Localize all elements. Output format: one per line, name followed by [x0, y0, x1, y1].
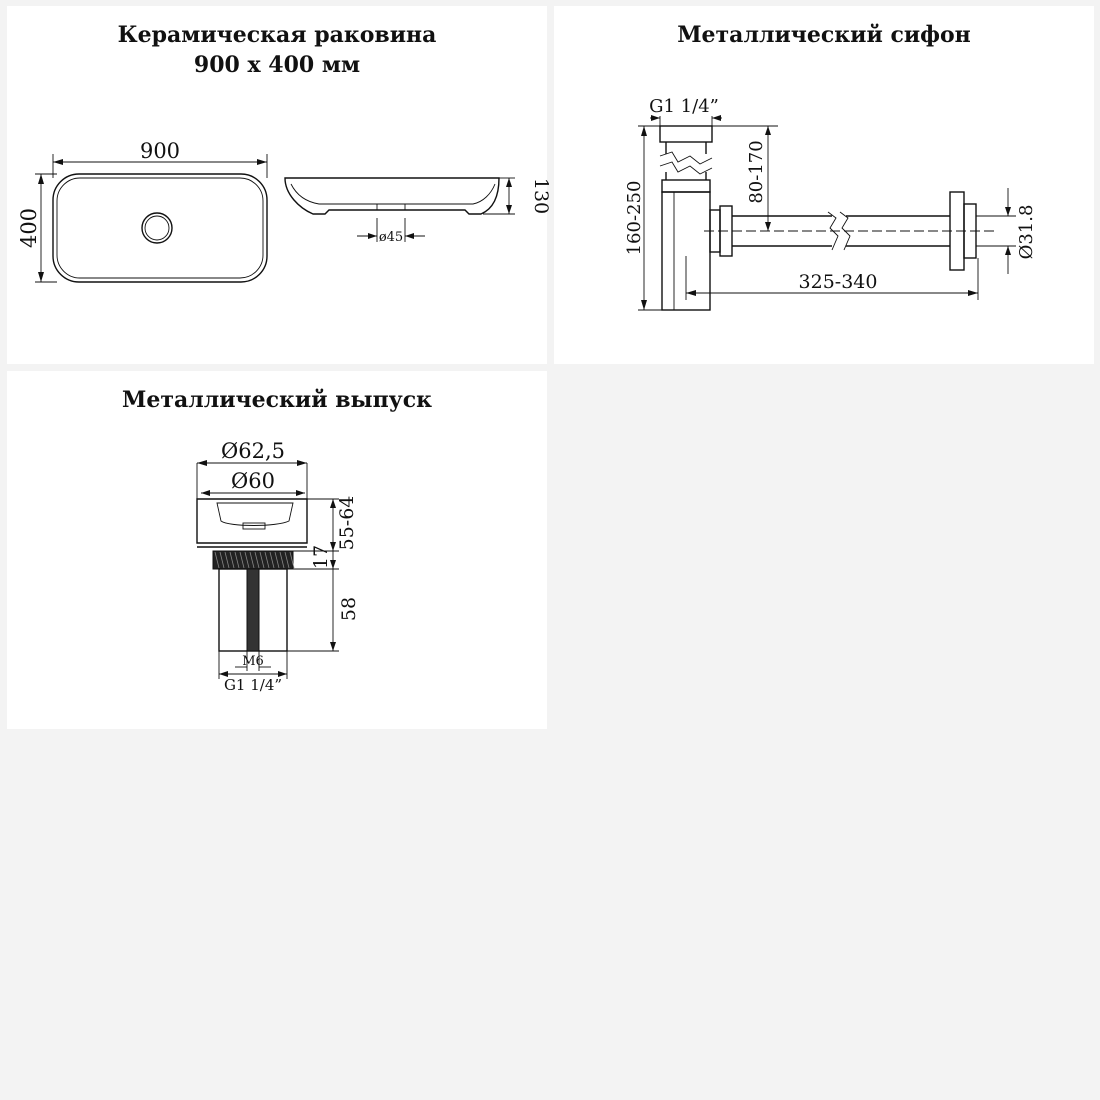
drain-cap — [197, 499, 307, 543]
siphon-thread-label: G1 1/4” — [649, 96, 719, 117]
drain-title: Металлический выпуск — [121, 387, 433, 413]
sink-title: Керамическая раковина — [117, 22, 437, 48]
siphon-top-dim-label: 80-170 — [746, 140, 767, 204]
siphon-title: Металлический сифон — [677, 22, 971, 48]
drain-thread — [213, 551, 294, 569]
drain-body-height-label: 58 — [338, 596, 360, 622]
drain-height-range-label: 55-64 — [336, 495, 358, 551]
drain-outer-diameter-label: Ø62,5 — [221, 439, 285, 463]
height-dim-label: 130 — [530, 177, 552, 215]
siphon-panel — [554, 6, 1094, 364]
siphon-diameter-label: Ø31.8 — [1016, 204, 1037, 260]
sink-drawing — [7, 6, 552, 364]
sink-side-outline — [285, 178, 499, 214]
drain-bolt — [247, 569, 259, 651]
sink-top-inner-rim — [57, 178, 263, 278]
sink-subtitle: 900 x 400 мм — [193, 52, 361, 78]
drain-thread-height-label: 17 — [310, 544, 332, 570]
drain-drawing — [7, 371, 547, 729]
drain-inner-diameter-label: Ø60 — [231, 469, 275, 493]
drain-dim-label: ø45 — [378, 230, 404, 245]
sink-drain-hole — [142, 213, 172, 243]
siphon-height-dim-label: 160-250 — [624, 180, 645, 256]
siphon-drawing — [554, 6, 1094, 364]
siphon-length-dim-label: 325-340 — [798, 271, 878, 293]
siphon-top-nut — [660, 126, 712, 142]
sink-panel — [7, 6, 552, 364]
depth-dim-label: 400 — [17, 207, 41, 249]
sink-top-outline — [53, 174, 267, 282]
width-dim-label: 900 — [139, 139, 181, 163]
drain-thread-label: G1 1/4” — [223, 676, 283, 694]
drain-bolt-label: M6 — [242, 654, 264, 669]
drain-panel — [7, 371, 547, 729]
